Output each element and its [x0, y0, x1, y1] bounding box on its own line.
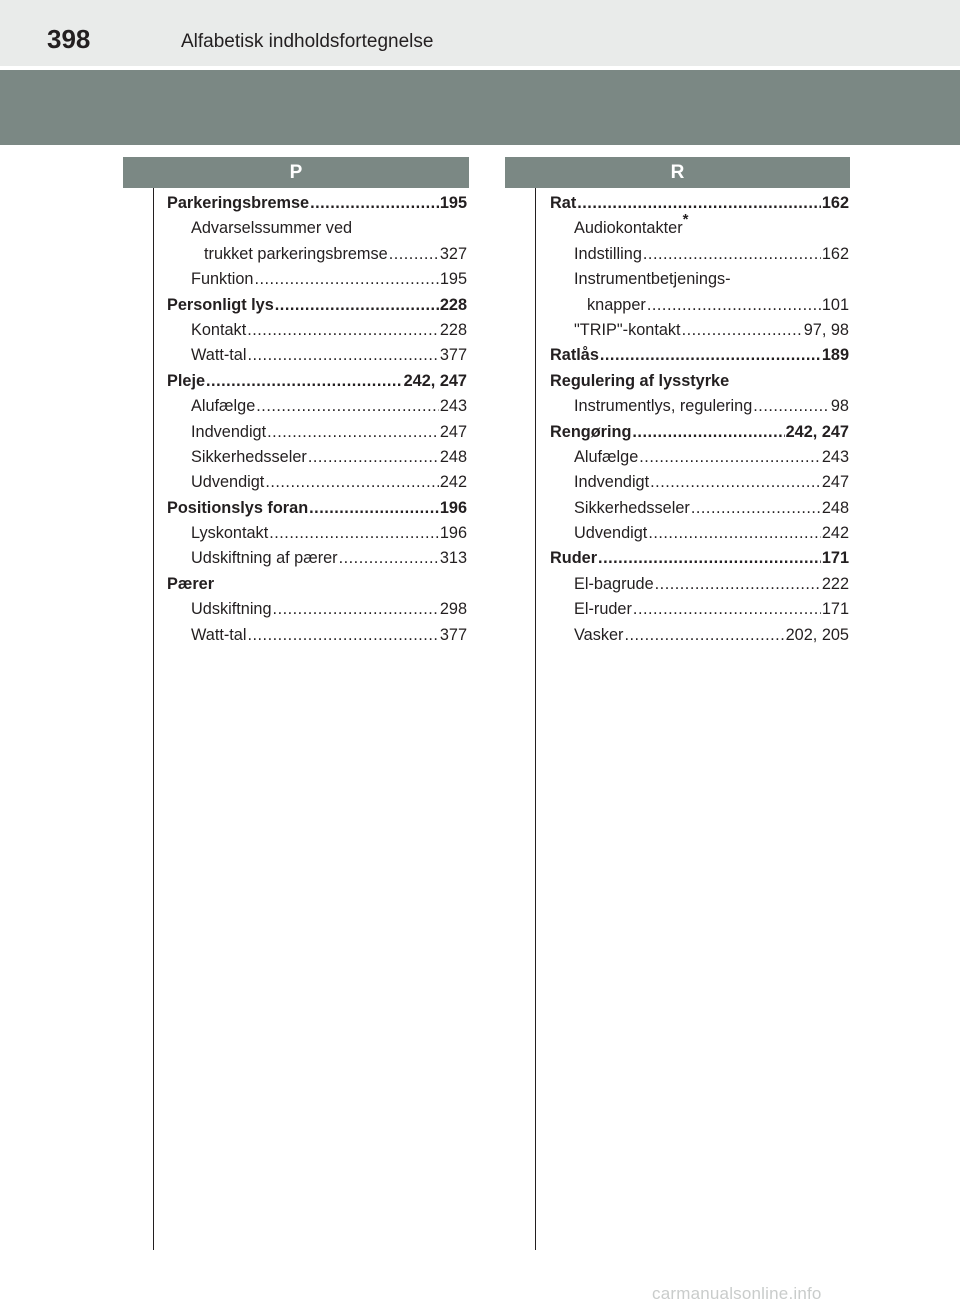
page-reference: 162: [821, 194, 849, 212]
index-entry-label: [574, 572, 654, 597]
page-reference: 377: [439, 346, 467, 365]
page-reference: 222: [821, 574, 849, 593]
index-column-r: [550, 191, 849, 648]
index-entry: [550, 211, 849, 241]
index-entry-label: [574, 623, 623, 648]
dot-leader: [256, 394, 439, 419]
page-reference: 327: [439, 244, 467, 263]
index-entry-label: [167, 191, 309, 216]
index-entry-label: [550, 191, 576, 216]
index-entry-label: [574, 445, 638, 470]
page-reference: 243: [821, 447, 849, 466]
index-entry-label: [167, 369, 205, 394]
index-entry-label: [574, 211, 689, 241]
dot-leader: [308, 445, 439, 470]
index-entry: [167, 242, 467, 267]
index-entry: [550, 343, 849, 368]
section-letter-r: R: [505, 157, 850, 188]
index-entry: [550, 420, 849, 445]
dot-leader: [753, 394, 830, 419]
dot-leader: [267, 420, 439, 445]
entry-label-text: knapper: [587, 295, 646, 314]
dot-leader: [206, 369, 403, 394]
entry-label-text: Audiokontakter: [574, 219, 683, 238]
index-entry: [550, 267, 849, 292]
page-reference: 162: [821, 244, 849, 263]
index-entry-label: [191, 521, 268, 546]
dot-leader: [247, 318, 439, 343]
index-entry: [167, 470, 467, 495]
entry-label-text: Watt-tal: [191, 625, 247, 644]
entry-label-text: Ruder: [550, 549, 598, 568]
index-entry: [167, 343, 467, 368]
entry-label-text: Indvendigt: [574, 473, 650, 492]
entry-label-text: El-ruder: [574, 600, 632, 619]
page-reference: 377: [439, 625, 467, 644]
page-reference: 196: [439, 524, 467, 543]
entry-label-text: Parkeringsbremse: [167, 194, 310, 212]
entry-label-text: Funktion: [191, 270, 254, 289]
entry-label-text: Ratlås: [550, 346, 599, 365]
index-entry-label: [574, 521, 647, 546]
entry-label-text: Instrumentlys, regulering: [574, 397, 753, 416]
page-reference: 242: [439, 473, 467, 492]
index-entry: [167, 496, 467, 521]
header-band: [0, 70, 960, 145]
dot-leader: [600, 343, 821, 368]
index-entry: [550, 318, 849, 343]
index-entry: [167, 369, 467, 394]
page-reference: 247: [439, 422, 467, 441]
index-entry: [550, 470, 849, 495]
index-entry-label: [574, 470, 649, 495]
entry-label-text: Alufælge: [574, 447, 639, 466]
index-entry: [167, 623, 467, 648]
index-entry-label: [191, 267, 253, 292]
entry-label-text: Personligt lys: [167, 295, 274, 314]
page-reference: 195: [439, 194, 467, 212]
dot-leader: [247, 343, 438, 368]
column-divider-right: [535, 188, 536, 1250]
index-entry-label: [191, 420, 266, 445]
index-entry: [550, 369, 849, 394]
index-entry-label: [191, 343, 246, 368]
index-entry-label: [550, 343, 599, 368]
dot-leader: [254, 267, 438, 292]
page-reference: 243: [439, 397, 467, 416]
page-reference: 242: [821, 524, 849, 543]
dot-leader: [339, 546, 439, 571]
entry-label-text: trukket parkeringsbremse: [204, 244, 388, 263]
index-entry: [550, 572, 849, 597]
page-title: Alfabetisk indholdsfortegnelse: [181, 31, 434, 52]
index-entry-label: [550, 369, 729, 394]
index-entry: [167, 572, 467, 597]
index-entry: [167, 318, 467, 343]
dot-leader: [655, 572, 821, 597]
index-entry-label: [167, 496, 308, 521]
index-entry: [167, 394, 467, 419]
index-entry: [167, 546, 467, 571]
index-entry: [550, 546, 849, 571]
entry-label-text: Lyskontakt: [191, 524, 269, 543]
page-reference: 202, 205: [785, 625, 849, 644]
index-entry-label: [167, 572, 214, 597]
index-entry: [550, 496, 849, 521]
index-entry-label: [191, 216, 352, 241]
dot-leader: [648, 521, 821, 546]
dot-leader: [265, 470, 439, 495]
dot-leader: [691, 496, 821, 521]
index-entry: [167, 267, 467, 292]
dot-leader: [273, 597, 439, 622]
page-reference: 98: [830, 397, 849, 416]
index-entry-label: [574, 394, 752, 419]
index-entry-label: [587, 293, 646, 318]
page-reference: 195: [439, 270, 467, 289]
index-entry-label: [574, 267, 731, 292]
index-entry: [167, 597, 467, 622]
dot-leader: [577, 191, 821, 216]
index-entry: [550, 394, 849, 419]
entry-label-text: Sikkerhedsseler: [191, 447, 307, 466]
index-entry: [167, 521, 467, 546]
page-reference: 298: [439, 600, 467, 619]
index-entry: [167, 216, 467, 241]
entry-label-text: Udskiftning: [191, 600, 272, 619]
column-divider-left: [153, 188, 154, 1250]
dot-leader: [643, 242, 821, 267]
index-entry-label: [191, 470, 264, 495]
entry-label-text: Udvendigt: [191, 473, 265, 492]
page-reference: 189: [821, 346, 849, 365]
index-entry-label: [574, 318, 681, 343]
page-reference: 247: [821, 473, 849, 492]
index-entry-label: [574, 597, 632, 622]
entry-label-text: Indvendigt: [191, 422, 267, 441]
entry-label-text: Udskiftning af pærer: [191, 549, 338, 568]
page-header: [0, 0, 960, 66]
index-entry: [167, 445, 467, 470]
index-entry-label: [574, 242, 642, 267]
page-reference: 242, 247: [403, 371, 467, 390]
index-entry: [550, 597, 849, 622]
dot-leader: [632, 420, 784, 445]
dot-leader: [633, 597, 821, 622]
dot-leader: [275, 293, 439, 318]
index-entry: [550, 521, 849, 546]
page-reference: 228: [439, 295, 467, 314]
index-entry-label: [191, 623, 246, 648]
page-reference: 248: [439, 447, 467, 466]
page-reference: 242, 247: [785, 422, 849, 441]
entry-label-text: Sikkerhedsseler: [574, 498, 690, 517]
entry-label-text: Pleje: [167, 371, 206, 390]
index-entry-label: [167, 293, 274, 318]
dot-leader: [310, 191, 439, 216]
entry-label-text: Positionslys foran: [167, 498, 309, 517]
entry-label-text: Kontakt: [191, 320, 247, 339]
index-entry: [550, 191, 849, 216]
index-entry: [550, 242, 849, 267]
page-reference: 101: [821, 295, 849, 314]
entry-label-text: Alufælge: [191, 397, 256, 416]
index-entry-label: [191, 546, 338, 571]
index-entry: [550, 293, 849, 318]
page-reference: 97, 98: [803, 320, 849, 339]
page-number: 398: [47, 24, 91, 54]
dot-leader: [647, 293, 821, 318]
footnote-marker: *: [682, 211, 689, 229]
page-reference: 196: [439, 498, 467, 517]
page-reference: 313: [439, 549, 467, 568]
page-reference: 228: [439, 320, 467, 339]
page-reference: 248: [821, 498, 849, 517]
section-letter-p: P: [123, 157, 469, 188]
dot-leader: [650, 470, 821, 495]
entry-label-text: Regulering af lysstyrke: [550, 371, 730, 390]
dot-leader: [682, 318, 803, 343]
dot-leader: [269, 521, 439, 546]
entry-label-text: El-bagrude: [574, 574, 654, 593]
dot-leader: [247, 623, 438, 648]
entry-label-text: Rat: [550, 194, 577, 212]
page-reference: 171: [821, 600, 849, 619]
index-entry: [550, 445, 849, 470]
entry-label-text: Watt-tal: [191, 346, 247, 365]
index-entry-label: [191, 597, 272, 622]
dot-leader: [624, 623, 784, 648]
entry-label-text: "TRIP"-kontakt: [574, 320, 681, 339]
entry-label-text: Vasker: [574, 625, 624, 644]
index-entry: [550, 623, 849, 648]
entry-label-text: Advarselssummer ved: [191, 219, 353, 238]
entry-label-text: Instrumentbetjenings-: [574, 270, 731, 289]
index-entry: [167, 191, 467, 216]
index-entry: [167, 293, 467, 318]
index-entry-label: [550, 420, 631, 445]
index-entry-label: [574, 496, 690, 521]
index-entry-label: [204, 242, 388, 267]
entry-label-text: Rengøring: [550, 422, 632, 441]
dot-leader: [389, 242, 439, 267]
index-entry-label: [191, 394, 255, 419]
entry-label-text: Udvendigt: [574, 524, 648, 543]
index-column-p: [167, 191, 467, 648]
dot-leader: [309, 496, 439, 521]
index-entry-label: [550, 546, 597, 571]
index-entry-label: [191, 445, 307, 470]
entry-label-text: Pærer: [167, 574, 215, 593]
index-entry: [167, 420, 467, 445]
dot-leader: [598, 546, 821, 571]
index-entry-label: [191, 318, 246, 343]
dot-leader: [639, 445, 821, 470]
page-reference: 171: [821, 549, 849, 568]
watermark: carmanualsonline.info: [652, 1284, 822, 1303]
entry-label-text: Indstilling: [574, 244, 642, 263]
